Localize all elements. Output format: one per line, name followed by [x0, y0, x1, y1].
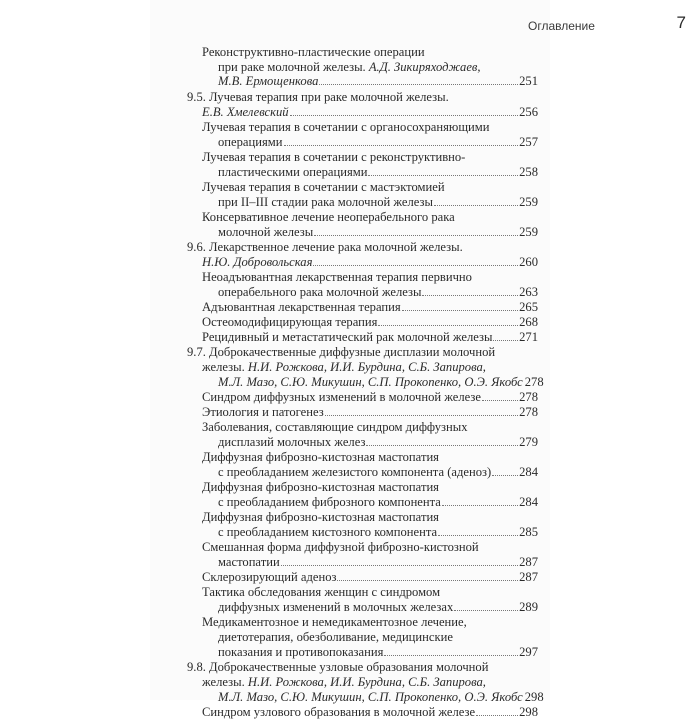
toc-entry-title: диффузных изменений в молочных железах	[218, 600, 454, 614]
toc-entry-title: Диффузная фиброзно-кистозная мастопатия	[202, 510, 439, 524]
toc-entry-authors: Н.И. Рожкова, И.И. Бурдина, С.Б. Запирова,	[247, 360, 486, 374]
toc-entry-title: при раке молочной железы.	[218, 60, 369, 74]
toc-line	[202, 179, 445, 195]
dot-leader	[384, 651, 518, 656]
toc-line	[202, 569, 538, 585]
toc-entry-title: 9.8. Доброкачественные узловые образования молочной	[187, 660, 489, 674]
toc-entry-title: Тактика обследования женщин с синдромом	[202, 585, 441, 599]
toc-page-number: 260	[519, 255, 538, 269]
toc-entry-text	[202, 585, 440, 599]
page-number: 7	[676, 13, 686, 32]
toc-entry-title: с преобладанием фиброзного компонента	[218, 495, 441, 509]
dot-leader	[290, 111, 519, 116]
toc-line	[202, 329, 538, 345]
toc-page-number: 297	[519, 645, 538, 659]
toc-entry-text	[218, 374, 523, 390]
toc-entry-title: 9.5. Лучевая терапия при раке молочной железы.	[187, 90, 449, 104]
toc-line	[218, 599, 538, 615]
dot-leader	[454, 606, 518, 611]
toc-entry-text	[218, 134, 283, 150]
toc-entry-text	[202, 314, 377, 330]
dot-leader	[366, 441, 518, 446]
toc-page-number: 271	[519, 330, 538, 344]
toc-entry-text	[202, 389, 481, 405]
toc-entry-title: дисплазий молочных желез	[218, 435, 366, 449]
toc-page-number: 284	[519, 465, 538, 479]
dot-leader	[368, 171, 518, 176]
toc-line	[202, 119, 489, 135]
toc-line	[202, 254, 538, 270]
toc-line	[202, 584, 440, 600]
toc-line	[202, 209, 455, 225]
toc-entry-authors: Н.Ю. Добровольская	[202, 255, 313, 269]
toc-page-number: 251	[519, 74, 538, 88]
toc-page-number: 284	[519, 495, 538, 509]
toc-entry-title: при II–III стадии рака молочной железы	[218, 195, 433, 209]
toc-page-number: 278	[524, 375, 544, 389]
toc-line	[218, 494, 538, 510]
book-page	[150, 0, 686, 719]
toc-entry-title: Лучевая терапия в сочетании с мастэктомией	[202, 180, 445, 194]
toc-entry-text	[202, 120, 489, 134]
dot-leader	[284, 141, 519, 146]
toc-entry-title: Смешанная форма диффузной фиброзно-кистозной	[202, 540, 479, 554]
toc-line	[202, 269, 472, 285]
toc-line	[202, 299, 538, 315]
toc-entry-title: Лучевая терапия в сочетании с органосохраняющими	[202, 120, 490, 134]
toc-entry-title: пластическими операциями	[218, 165, 368, 179]
toc-entry-text	[202, 569, 336, 585]
toc-entry-text	[218, 524, 437, 540]
toc-line	[202, 44, 425, 60]
toc-entry-text	[187, 90, 449, 104]
toc-page-number: 285	[519, 525, 538, 539]
toc-entry-title: Заболевания, составляющие синдром диффузных	[202, 420, 468, 434]
dot-leader	[319, 80, 518, 85]
toc-entry-title: показания и противопоказания	[218, 645, 384, 659]
toc-entry-title: Медикаментозное и немедикаментозное лечение,	[202, 615, 467, 629]
toc-line	[218, 689, 544, 705]
toc-line	[218, 524, 538, 540]
toc-page-number: 265	[519, 300, 538, 314]
toc-line	[202, 674, 486, 690]
toc-entry-text	[218, 434, 365, 450]
toc-line	[202, 359, 486, 375]
toc-entry-text	[202, 270, 472, 284]
toc-entry-text	[202, 510, 439, 524]
toc-page-number: 287	[519, 555, 538, 569]
toc-entry-title: молочной железы	[218, 225, 314, 239]
toc-line	[218, 554, 538, 570]
toc-entry-title: Лучевая терапия в сочетании с реконструктивно-	[202, 150, 466, 164]
toc-line	[218, 464, 538, 480]
toc-entry-text	[202, 404, 324, 420]
toc-entry-text	[202, 450, 439, 464]
toc-entry-text	[218, 494, 441, 510]
toc-entry-text	[202, 329, 492, 345]
toc-page-number: 298	[524, 690, 544, 704]
toc-entry-text	[202, 210, 455, 224]
toc-entry-text	[218, 554, 280, 570]
toc-entry-text	[187, 240, 463, 254]
toc-line	[218, 194, 538, 210]
dot-leader	[314, 231, 518, 236]
toc-entry-text	[202, 150, 465, 164]
toc-line	[218, 374, 544, 390]
toc-page-number: 257	[519, 135, 538, 149]
toc-entry-title: Консервативное лечение неоперабельного рака	[202, 210, 455, 224]
toc-line	[218, 434, 538, 450]
toc-entry-title: мастопатии	[218, 555, 280, 569]
toc-line	[218, 224, 538, 240]
toc-line	[202, 314, 538, 330]
toc-line	[218, 134, 538, 150]
toc-page-number: 268	[519, 315, 538, 329]
toc-line	[202, 614, 467, 630]
dot-leader	[438, 531, 518, 536]
toc-line	[187, 239, 463, 255]
toc-entry-title: диетотерапия, обезболивание, медицинские	[218, 630, 453, 644]
dot-leader	[281, 561, 518, 566]
toc-entry-title: железы.	[202, 360, 248, 374]
toc-line	[187, 659, 488, 675]
dot-leader	[482, 396, 518, 401]
toc-page-number: 278	[519, 405, 538, 419]
toc-entry-text	[218, 164, 367, 180]
toc-line	[202, 104, 538, 120]
toc-page-number: 278	[519, 390, 538, 404]
toc-entry-title: с преобладанием кистозного компонента	[218, 525, 438, 539]
toc-entry-title: Остеомодифицирующая терапия	[202, 315, 378, 329]
toc-entry-authors: Н.И. Рожкова, И.И. Бурдина, С.Б. Запирова,	[247, 675, 486, 689]
toc-line	[218, 629, 453, 645]
toc-entry-text	[202, 420, 468, 434]
toc-entry-title: Адъювантная лекарственная терапия	[202, 300, 401, 314]
dot-leader	[325, 411, 518, 416]
toc-entry-title: Реконструктивно-пластические операции	[202, 45, 425, 59]
dot-leader	[476, 711, 518, 716]
toc-entry-text	[218, 194, 433, 210]
toc-entry-title: Синдром узлового образования в молочной железе	[202, 705, 476, 719]
dot-leader	[337, 576, 518, 581]
toc-entry-title: Склерозирующий аденоз	[202, 570, 337, 584]
toc-entry-title: Неоадъювантная лекарственная терапия первично	[202, 270, 472, 284]
toc-entry-text	[218, 599, 453, 615]
toc-line	[218, 284, 538, 300]
toc-entry-text	[202, 45, 425, 59]
toc-line	[202, 389, 538, 405]
toc-entry-authors: А.Д. Зикиряходжаев,	[368, 60, 481, 74]
toc-line	[218, 644, 538, 660]
dot-leader	[492, 471, 518, 476]
toc-entry-text	[187, 660, 488, 674]
toc-line	[202, 419, 468, 435]
toc-page-number: 263	[519, 285, 538, 299]
running-header-title: Оглавление	[528, 19, 595, 33]
toc-entry-text	[218, 60, 481, 74]
toc-entry-text	[218, 73, 318, 89]
toc-entry-title: Диффузная фиброзно-кистозная мастопатия	[202, 480, 439, 494]
toc-entry-text	[202, 180, 445, 194]
toc-line	[202, 539, 479, 555]
toc-entry-text	[202, 615, 467, 629]
dot-leader	[422, 291, 518, 296]
toc-page-number: 259	[519, 195, 538, 209]
toc-page-number: 287	[519, 570, 538, 584]
toc-entry-title: Этиология и патогенез	[202, 405, 324, 419]
toc-entry-text	[202, 360, 486, 374]
dot-leader	[313, 261, 518, 266]
toc-entry-text	[202, 540, 479, 554]
dot-leader	[378, 321, 518, 326]
toc-entry-text	[202, 675, 486, 689]
toc-entry-title: Синдром диффузных изменений в молочной железе	[202, 390, 481, 404]
toc-entry-text	[218, 630, 453, 644]
toc-entry-text	[218, 224, 313, 240]
dot-leader	[442, 501, 518, 506]
toc-line	[187, 344, 495, 360]
toc-entry-text	[202, 104, 289, 120]
toc-line	[202, 479, 439, 495]
dot-leader	[493, 336, 518, 341]
toc-entry-title: железы.	[202, 675, 248, 689]
toc-entry-text	[218, 284, 421, 300]
toc-line	[202, 704, 538, 720]
running-header	[528, 13, 690, 37]
toc-entry-text	[202, 704, 475, 720]
toc-entry-text	[218, 464, 491, 480]
toc-entry-text	[187, 345, 495, 359]
toc-entry-authors: М.Л. Мазо, С.Ю. Микушин, С.П. Прокопенко, О.Э. Якобс	[218, 375, 523, 389]
toc-entry-text	[202, 254, 312, 270]
toc-entry-title: операбельного рака молочной железы	[218, 285, 422, 299]
toc-entry-title: Рецидивный и метастатический рак молочной железы	[202, 330, 493, 344]
toc-page-number: 258	[519, 165, 538, 179]
toc-entry-title: Диффузная фиброзно-кистозная мастопатия	[202, 450, 439, 464]
toc-line	[202, 509, 439, 525]
toc-page-number: 259	[519, 225, 538, 239]
toc-entry-authors: Е.В. Хмелевский	[202, 105, 289, 119]
toc-entry-text	[202, 299, 401, 315]
toc-line	[218, 73, 538, 89]
toc-entry-text	[218, 689, 523, 705]
toc-entry-authors: М.Л. Мазо, С.Ю. Микушин, С.П. Прокопенко, О.Э. Якобс	[218, 690, 523, 704]
toc-line	[187, 89, 449, 105]
toc-entry-title: с преобладанием железистого компонента (аденоз)	[218, 465, 492, 479]
toc-entry-title: операциями	[218, 135, 283, 149]
toc-line	[202, 449, 439, 465]
toc-page-number: 298	[519, 705, 538, 719]
dot-leader	[402, 306, 518, 311]
toc-entry-text	[202, 480, 439, 494]
toc-page-number: 256	[519, 105, 538, 119]
toc-entry-title: 9.6. Лекарственное лечение рака молочной железы.	[187, 240, 463, 254]
toc-entry-title: 9.7. Доброкачественные диффузные дисплазии молочной	[187, 345, 496, 359]
toc-entry-authors: М.В. Ермощенкова	[218, 74, 319, 88]
toc-page-number: 279	[519, 435, 538, 449]
toc-page-number: 289	[519, 600, 538, 614]
dot-leader	[434, 201, 518, 206]
toc-line	[218, 164, 538, 180]
toc-line	[202, 404, 538, 420]
toc-entry-text	[218, 644, 383, 660]
toc-line	[202, 149, 465, 165]
